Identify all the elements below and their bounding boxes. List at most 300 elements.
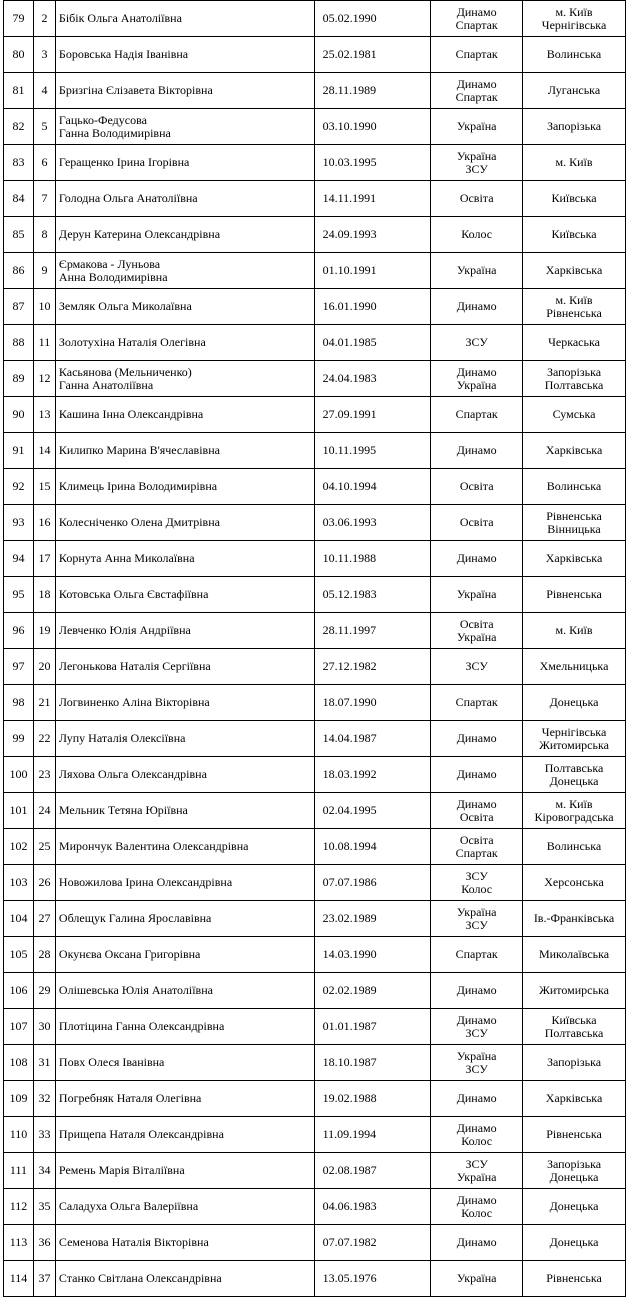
club-line: Україна — [456, 587, 497, 601]
athlete-name-cell — [55, 37, 314, 73]
table-row — [4, 757, 626, 793]
athlete-name-line: Колесніченко Олена Дмитрівна — [58, 515, 220, 529]
table-row — [4, 649, 626, 685]
birth-date-cell: 10.11.1995 — [314, 433, 431, 469]
region-cell — [523, 325, 626, 361]
table-row — [4, 577, 626, 613]
region-cell — [523, 469, 626, 505]
athlete-name-line: Анна Володимирівна — [58, 269, 168, 284]
athlete-name-line: Ремень Марія Віталіївна — [58, 1163, 185, 1177]
athlete-name-line: Новожилова Ірина Олександрівна — [58, 875, 233, 889]
birth-date-cell: 23.02.1989 — [314, 901, 431, 937]
region-line: Київська — [551, 227, 597, 241]
club-cell — [431, 73, 523, 109]
club-cell — [431, 973, 523, 1009]
club-line: Динамо — [456, 1091, 497, 1105]
club-cell — [431, 109, 523, 145]
club-line: Динамо — [456, 299, 497, 313]
sub-number-cell: 28 — [33, 937, 55, 973]
athlete-name-line: Семенова Наталія Вікторівна — [58, 1235, 209, 1249]
region-cell — [523, 37, 626, 73]
athlete-name-line: Касьянова (Мельниченко) — [58, 364, 192, 379]
athlete-name-line: Повх Олеся Іванівна — [58, 1055, 165, 1069]
table-row — [4, 865, 626, 901]
club-line: Україна — [456, 119, 497, 133]
sub-number-cell: 36 — [33, 1225, 55, 1261]
birth-date-cell: 02.02.1989 — [314, 973, 431, 1009]
club-line: ЗСУ — [465, 1025, 488, 1040]
club-line: Динамо — [456, 767, 497, 781]
birth-date-cell: 14.11.1991 — [314, 181, 431, 217]
club-line: Динамо — [456, 4, 497, 19]
club-cell — [431, 757, 523, 793]
club-line: Спартак — [455, 695, 498, 709]
athlete-name-cell — [55, 1261, 314, 1297]
athlete-name-line: Прищепа Наталя Олександрівна — [58, 1127, 224, 1141]
sub-number-cell: 32 — [33, 1081, 55, 1117]
region-line: Чернігівська — [541, 17, 607, 32]
athlete-name-line: Облещук Галина Ярославівна — [58, 911, 212, 925]
row-number-cell: 101 — [4, 793, 34, 829]
athlete-name-cell — [55, 1081, 314, 1117]
region-line: Чернігівська — [541, 724, 607, 739]
region-line: Запорізька — [546, 1055, 602, 1069]
athlete-name-cell — [55, 361, 314, 397]
athlete-name-cell — [55, 145, 314, 181]
region-line: Харківська — [545, 551, 603, 565]
birth-date-cell: 04.06.1983 — [314, 1189, 431, 1225]
table-row — [4, 1261, 626, 1297]
sub-number-cell: 15 — [33, 469, 55, 505]
region-cell — [523, 1153, 626, 1189]
athlete-name-line: Кашина Інна Олександрівна — [58, 407, 204, 421]
birth-date-cell: 18.07.1990 — [314, 685, 431, 721]
sub-number-cell: 9 — [33, 253, 55, 289]
region-cell — [523, 397, 626, 433]
sub-number-cell: 22 — [33, 721, 55, 757]
region-cell — [523, 1009, 626, 1045]
club-cell — [431, 541, 523, 577]
club-line: Освіта — [459, 479, 494, 493]
athlete-name-cell — [55, 397, 314, 433]
club-line: Україна — [456, 377, 497, 392]
athlete-name-line: Окунєва Оксана Григорівна — [58, 947, 201, 961]
club-line: Колос — [461, 1205, 493, 1220]
region-line: Волинська — [546, 479, 602, 493]
athlete-name-line: Олішевська Юлія Анатоліївна — [58, 983, 213, 997]
athletes-table-body — [4, 1, 626, 1297]
club-line: Спартак — [455, 47, 498, 61]
athlete-name-line: Мельник Тетяна Юріївна — [58, 803, 188, 817]
club-line: Динамо — [456, 731, 497, 745]
club-line: Спартак — [455, 947, 498, 961]
club-line: Україна — [456, 629, 497, 644]
sub-number-cell: 6 — [33, 145, 55, 181]
athlete-name-line: Золотухіна Наталія Олегівна — [58, 335, 206, 349]
birth-date-cell: 02.04.1995 — [314, 793, 431, 829]
club-line: Освіта — [459, 832, 494, 847]
club-line: Колос — [461, 227, 493, 241]
table-row — [4, 1189, 626, 1225]
birth-date-cell: 16.01.1990 — [314, 289, 431, 325]
row-number-cell: 105 — [4, 937, 34, 973]
athlete-name-cell — [55, 109, 314, 145]
birth-date-cell: 05.12.1983 — [314, 577, 431, 613]
club-cell — [431, 865, 523, 901]
athlete-name-cell — [55, 1009, 314, 1045]
region-cell — [523, 829, 626, 865]
birth-date-cell: 07.07.1982 — [314, 1225, 431, 1261]
sub-number-cell: 5 — [33, 109, 55, 145]
club-line: Україна — [456, 1271, 497, 1285]
sub-number-cell: 3 — [33, 37, 55, 73]
birth-date-cell: 13.05.1976 — [314, 1261, 431, 1297]
row-number-cell: 82 — [4, 109, 34, 145]
birth-date-cell: 01.10.1991 — [314, 253, 431, 289]
table-row — [4, 73, 626, 109]
table-row — [4, 145, 626, 181]
athlete-name-cell — [55, 865, 314, 901]
table-row — [4, 901, 626, 937]
region-cell — [523, 1, 626, 37]
club-line: ЗСУ — [465, 1061, 488, 1076]
region-line: Запорізька — [546, 1156, 602, 1171]
sub-number-cell: 21 — [33, 685, 55, 721]
row-number-cell: 108 — [4, 1045, 34, 1081]
table-row — [4, 1225, 626, 1261]
birth-date-cell: 27.09.1991 — [314, 397, 431, 433]
athlete-name-cell — [55, 1225, 314, 1261]
region-cell — [523, 73, 626, 109]
birth-date-cell: 04.01.1985 — [314, 325, 431, 361]
club-cell — [431, 37, 523, 73]
athlete-name-cell — [55, 289, 314, 325]
athlete-name-cell — [55, 613, 314, 649]
table-row — [4, 289, 626, 325]
athlete-name-cell — [55, 721, 314, 757]
row-number-cell: 93 — [4, 505, 34, 541]
club-line: Освіта — [459, 809, 494, 824]
club-line: ЗСУ — [465, 868, 488, 883]
sub-number-cell: 20 — [33, 649, 55, 685]
region-cell — [523, 577, 626, 613]
region-cell — [523, 793, 626, 829]
row-number-cell: 106 — [4, 973, 34, 1009]
table-row — [4, 469, 626, 505]
club-cell — [431, 1045, 523, 1081]
club-cell — [431, 469, 523, 505]
athlete-name-cell — [55, 181, 314, 217]
region-cell — [523, 217, 626, 253]
athlete-name-line: Мирончук Валентина Олександрівна — [58, 839, 249, 853]
club-cell — [431, 1153, 523, 1189]
region-line: Черкаська — [548, 335, 600, 349]
sub-number-cell: 14 — [33, 433, 55, 469]
athlete-name-line: Дерун Катерина Олександрівна — [58, 227, 221, 241]
region-cell — [523, 1045, 626, 1081]
region-cell — [523, 505, 626, 541]
region-line: Донецька — [549, 695, 599, 709]
table-row — [4, 505, 626, 541]
sub-number-cell: 8 — [33, 217, 55, 253]
region-line: Волинська — [546, 839, 602, 853]
athlete-name-line: Логвиненко Аліна Вікторівна — [58, 695, 210, 709]
table-row — [4, 1009, 626, 1045]
athlete-name-line: Климець Ірина Володимирівна — [58, 479, 218, 493]
club-cell — [431, 145, 523, 181]
athlete-name-cell — [55, 649, 314, 685]
row-number-cell: 114 — [4, 1261, 34, 1297]
athlete-name-cell — [55, 757, 314, 793]
athlete-name-line: Саладуха Ольга Валеріївна — [58, 1199, 199, 1213]
club-cell — [431, 1225, 523, 1261]
table-row — [4, 397, 626, 433]
athlete-name-cell — [55, 217, 314, 253]
row-number-cell: 96 — [4, 613, 34, 649]
club-cell — [431, 1261, 523, 1297]
athlete-name-line: Бібік Ольга Анатоліївна — [58, 11, 182, 25]
region-cell — [523, 721, 626, 757]
club-line: ЗСУ — [465, 1156, 488, 1171]
athlete-name-line: Лупу Наталія Олексіївна — [58, 731, 186, 745]
club-cell — [431, 361, 523, 397]
athletes-table — [3, 0, 626, 1297]
row-number-cell: 89 — [4, 361, 34, 397]
club-cell — [431, 253, 523, 289]
table-row — [4, 433, 626, 469]
club-cell — [431, 721, 523, 757]
club-cell — [431, 1117, 523, 1153]
region-cell — [523, 1117, 626, 1153]
table-row — [4, 1, 626, 37]
region-line: Рівненська — [546, 1271, 602, 1285]
club-cell — [431, 1189, 523, 1225]
athlete-name-line: Легонькова Наталія Сергіївна — [58, 659, 211, 673]
table-row — [4, 721, 626, 757]
athlete-name-cell — [55, 1189, 314, 1225]
athlete-name-cell — [55, 505, 314, 541]
club-line: ЗСУ — [465, 335, 488, 349]
region-line: Житомирська — [539, 983, 609, 997]
region-cell — [523, 613, 626, 649]
row-number-cell: 83 — [4, 145, 34, 181]
athlete-name-line: Земляк Ольга Миколаївна — [58, 299, 192, 313]
athlete-name-line: Плотіцина Ганна Олександрівна — [58, 1019, 225, 1033]
region-line: Полтавська — [544, 1025, 604, 1040]
club-line: ЗСУ — [465, 659, 488, 673]
region-line: Луганська — [547, 83, 601, 97]
row-number-cell: 94 — [4, 541, 34, 577]
region-line: Донецька — [549, 773, 599, 788]
athlete-name-line: Боровська Надія Іванівна — [58, 47, 189, 61]
club-line: Динамо — [456, 1012, 497, 1027]
region-cell — [523, 937, 626, 973]
table-row — [4, 181, 626, 217]
sub-number-cell: 13 — [33, 397, 55, 433]
club-line: Спартак — [455, 407, 498, 421]
club-cell — [431, 577, 523, 613]
region-cell — [523, 433, 626, 469]
birth-date-cell: 18.03.1992 — [314, 757, 431, 793]
athlete-name-cell — [55, 685, 314, 721]
region-line: Донецька — [549, 1199, 599, 1213]
athlete-name-cell — [55, 433, 314, 469]
region-cell — [523, 253, 626, 289]
region-cell — [523, 145, 626, 181]
row-number-cell: 102 — [4, 829, 34, 865]
athlete-name-cell — [55, 469, 314, 505]
region-line: Харківська — [545, 443, 603, 457]
region-line: Рівненська — [546, 305, 602, 320]
table-row — [4, 37, 626, 73]
birth-date-cell: 03.06.1993 — [314, 505, 431, 541]
region-line: Запорізька — [546, 119, 602, 133]
region-line: Хмельницька — [539, 659, 609, 673]
region-cell — [523, 361, 626, 397]
birth-date-cell: 01.01.1987 — [314, 1009, 431, 1045]
athlete-name-cell — [55, 1117, 314, 1153]
row-number-cell: 99 — [4, 721, 34, 757]
region-line: м. Київ — [555, 796, 593, 811]
row-number-cell: 98 — [4, 685, 34, 721]
region-line: Київська — [551, 1012, 597, 1027]
athlete-name-line: Ганна Анатоліївна — [58, 377, 154, 392]
region-line: Рівненська — [546, 508, 602, 523]
region-line: м. Київ — [555, 4, 593, 19]
club-line: Освіта — [459, 616, 494, 631]
club-line: Україна — [456, 904, 497, 919]
club-line: Динамо — [456, 76, 497, 91]
club-line: Спартак — [455, 89, 498, 104]
club-cell — [431, 433, 523, 469]
birth-date-cell: 28.11.1989 — [314, 73, 431, 109]
club-line: Спартак — [455, 845, 498, 860]
row-number-cell: 97 — [4, 649, 34, 685]
row-number-cell: 95 — [4, 577, 34, 613]
sub-number-cell: 10 — [33, 289, 55, 325]
club-line: Україна — [456, 1048, 497, 1063]
club-line: ЗСУ — [465, 917, 488, 932]
club-cell — [431, 685, 523, 721]
club-line: Україна — [456, 148, 497, 163]
athlete-name-cell — [55, 541, 314, 577]
region-cell — [523, 685, 626, 721]
sub-number-cell: 4 — [33, 73, 55, 109]
sub-number-cell: 24 — [33, 793, 55, 829]
row-number-cell: 100 — [4, 757, 34, 793]
athlete-name-cell — [55, 1, 314, 37]
athlete-name-line: Ляхова Ольга Олександрівна — [58, 767, 207, 781]
table-row — [4, 217, 626, 253]
athlete-name-line: Гацько-Федусова — [58, 112, 147, 127]
sub-number-cell: 23 — [33, 757, 55, 793]
region-line: Рівненська — [546, 587, 602, 601]
sub-number-cell: 29 — [33, 973, 55, 1009]
birth-date-cell: 18.10.1987 — [314, 1045, 431, 1081]
region-line: Херсонська — [544, 875, 604, 889]
athlete-name-cell — [55, 829, 314, 865]
sub-number-cell: 7 — [33, 181, 55, 217]
table-row — [4, 541, 626, 577]
club-cell — [431, 901, 523, 937]
row-number-cell: 107 — [4, 1009, 34, 1045]
region-line: Ів.-Франківська — [533, 911, 615, 925]
row-number-cell: 113 — [4, 1225, 34, 1261]
athlete-name-cell — [55, 1045, 314, 1081]
row-number-cell: 81 — [4, 73, 34, 109]
club-line: Освіта — [459, 191, 494, 205]
club-line: Динамо — [456, 796, 497, 811]
athlete-name-cell — [55, 325, 314, 361]
athlete-name-line: Левченко Юлія Андріївна — [58, 623, 191, 637]
sub-number-cell: 34 — [33, 1153, 55, 1189]
birth-date-cell: 10.03.1995 — [314, 145, 431, 181]
sub-number-cell: 16 — [33, 505, 55, 541]
table-row — [4, 1117, 626, 1153]
birth-date-cell: 14.04.1987 — [314, 721, 431, 757]
athlete-name-cell — [55, 901, 314, 937]
region-line: м. Київ — [555, 623, 593, 637]
birth-date-cell: 28.11.1997 — [314, 613, 431, 649]
row-number-cell: 104 — [4, 901, 34, 937]
region-line: Вінницька — [547, 521, 601, 536]
row-number-cell: 80 — [4, 37, 34, 73]
club-line: Колос — [461, 1133, 493, 1148]
row-number-cell: 86 — [4, 253, 34, 289]
region-line: Харківська — [545, 1091, 603, 1105]
sub-number-cell: 17 — [33, 541, 55, 577]
birth-date-cell: 03.10.1990 — [314, 109, 431, 145]
sub-number-cell: 30 — [33, 1009, 55, 1045]
sub-number-cell: 26 — [33, 865, 55, 901]
sub-number-cell: 25 — [33, 829, 55, 865]
row-number-cell: 87 — [4, 289, 34, 325]
region-line: Київська — [551, 191, 597, 205]
club-line: Динамо — [456, 551, 497, 565]
sub-number-cell: 33 — [33, 1117, 55, 1153]
table-row — [4, 973, 626, 1009]
club-cell — [431, 613, 523, 649]
club-line: Україна — [456, 1169, 497, 1184]
table-row — [4, 361, 626, 397]
row-number-cell: 79 — [4, 1, 34, 37]
athlete-name-cell — [55, 973, 314, 1009]
region-cell — [523, 901, 626, 937]
birth-date-cell: 05.02.1990 — [314, 1, 431, 37]
sub-number-cell: 27 — [33, 901, 55, 937]
region-line: Запорізька — [546, 364, 602, 379]
birth-date-cell: 27.12.1982 — [314, 649, 431, 685]
region-cell — [523, 181, 626, 217]
table-row — [4, 793, 626, 829]
region-cell — [523, 649, 626, 685]
club-cell — [431, 289, 523, 325]
club-line: Динамо — [456, 364, 497, 379]
club-line: Динамо — [456, 443, 497, 457]
table-row — [4, 613, 626, 649]
birth-date-cell: 19.02.1988 — [314, 1081, 431, 1117]
athlete-name-line: Єрмакова - Луньова — [58, 256, 161, 271]
sub-number-cell: 37 — [33, 1261, 55, 1297]
table-row — [4, 685, 626, 721]
club-cell — [431, 793, 523, 829]
club-cell — [431, 217, 523, 253]
region-line: Полтавська — [544, 760, 604, 775]
table-row — [4, 829, 626, 865]
table-row — [4, 253, 626, 289]
athlete-name-line: Геращенко Ірина Ігорівна — [58, 155, 190, 169]
row-number-cell: 111 — [4, 1153, 34, 1189]
